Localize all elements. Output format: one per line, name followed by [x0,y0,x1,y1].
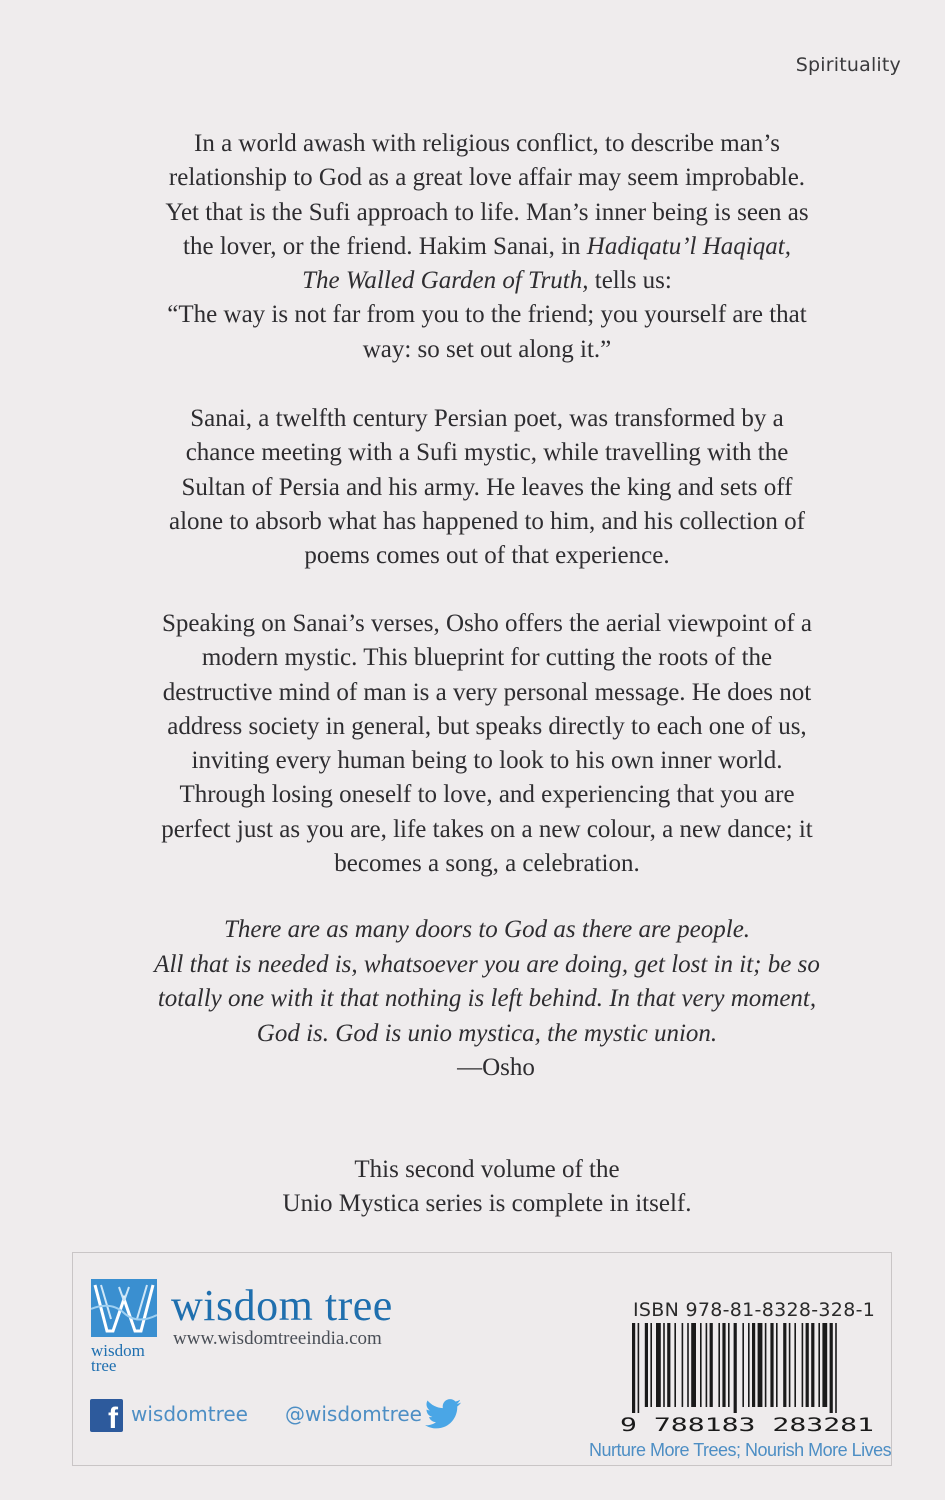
facebook-icon: f [90,1399,123,1432]
logo-word: tree [91,1356,117,1375]
barcode [618,1323,878,1435]
barcode-bar [645,1323,648,1407]
facebook-handle: wisdomtree [131,1402,248,1426]
barcode-bar [765,1323,767,1407]
text-segment: the lover, or the friend. Hakim Sanai, in [183,232,587,260]
barcode-bar [632,1323,635,1413]
description-paragraph-3 [100,607,874,881]
text-line: alone to absorb what has happened to him, and his collection of [169,507,805,535]
text-line: poems comes out of that experience. [304,542,670,570]
barcode-bar [776,1323,778,1407]
publisher-tagline: Nurture More Trees; Nourish More Lives [589,1440,892,1460]
barcode-bar [830,1323,833,1413]
publisher-name: wisdom tree [171,1281,393,1330]
barcode-bar [758,1323,763,1407]
barcode-bar [835,1323,837,1413]
text-line: modern mystic. This blueprint for cutting the roots of the [201,644,773,672]
wisdom-tree-logo-icon [91,1279,157,1337]
barcode-bar [663,1323,665,1407]
barcode-bar [667,1323,670,1407]
text-line: destructive mind of man is a very personal message. He does not [162,678,812,706]
description-paragraph-2 [100,402,874,573]
barcode-bar [752,1323,755,1407]
barcode-bar [700,1323,702,1407]
barcode-bar [638,1323,640,1413]
text-line: Sanai, a twelfth century Persian poet, was transformed by a [190,405,784,432]
series-note [100,1153,874,1222]
text-line: Sultan of Persia and his army. He leaves the king and sets off [181,473,793,501]
text-line [100,230,874,264]
barcode-bar [650,1323,652,1407]
text-line: becomes a song, a celebration. [334,850,640,878]
text-line: chance meeting with a Sufi mystic, while travelling with the [185,439,789,467]
text-line: Through losing oneself to love, and experiencing that you are [179,781,795,809]
text-line: relationship to God as a great love affair may seem improbable. [168,164,806,192]
quote-line: totally one with it that nothing is left behind. In that very moment, [157,985,817,1012]
logo-word: wisdom [91,1341,145,1360]
barcode-bar [656,1323,661,1407]
twitter-bird-icon [425,1399,461,1429]
barcode-bar [734,1323,737,1413]
barcode-bar [789,1323,791,1407]
quote-line: There are as many doors to God as there are people. [223,916,751,943]
barcode-bar [806,1323,809,1407]
barcode-digits: 9 788183 283281 [620,1414,874,1435]
text-line: address society in general, but speaks directly to each one of us, [167,712,807,740]
description-paragraph-1 [100,127,874,367]
osho-quote [100,913,874,1086]
barcode-bar [783,1323,786,1407]
text-line: way: so set out along it.” [362,335,612,363]
text-segment: tells us: [588,267,672,295]
barcode-bar [718,1323,720,1407]
barcode-bar [674,1323,676,1407]
barcode-bar [706,1323,708,1407]
barcode-bar [770,1323,773,1407]
quote-line: God is. God is unio mystica, the mystic union. [256,1019,718,1047]
barcode-bar [722,1323,725,1407]
text-line: inviting every human being to look to his own inner world. [191,747,783,775]
text-line: Unio Mystica series is complete in itself. [282,1190,692,1218]
barcode-bar [691,1323,696,1407]
publisher-footer [72,1252,892,1466]
publisher-url: www.wisdomtreeindia.com [173,1328,382,1349]
barcode-bar [710,1323,713,1407]
text-line: In a world awash with religious conflict, to describe man’s [194,130,780,157]
barcode-bar [748,1323,750,1407]
barcode-bar [728,1323,730,1407]
barcode-bar [802,1323,804,1407]
barcode-bar [818,1323,820,1407]
isbn-label: ISBN 978-81-8328-328-1 [633,1299,876,1321]
twitter-handle: @wisdomtree [285,1402,422,1426]
barcode-bar [682,1323,684,1407]
text-line: Speaking on Sanai’s verses, Osho offers the aerial viewpoint of a [161,610,813,637]
barcode-bar [687,1323,689,1407]
barcode-bar [822,1323,827,1407]
barcode-bar [742,1323,744,1407]
logo-wordmark [91,1343,145,1373]
quote-line: All that is needed is, whatsoever you are doing, get lost in it; be so [154,950,820,978]
text-line: Yet that is the Sufi approach to life. Man’s inner being is seen as [165,198,809,226]
text-line [100,264,874,298]
text-line: “The way is not far from you to the friend; you yourself are that [167,301,807,329]
book-title-italic: The Walled Garden of Truth, [302,267,589,295]
barcode-bar [794,1323,796,1407]
text-line: perfect just as you are, life takes on a new colour, a new dance; it [161,815,813,843]
genre-label: Spirituality [795,54,901,76]
book-title-italic: Hadiqatu’l Haqiqat, [586,232,791,260]
barcode-bar [811,1323,814,1407]
text-line: This second volume of the [354,1156,620,1183]
quote-author: —Osho [457,1054,535,1081]
